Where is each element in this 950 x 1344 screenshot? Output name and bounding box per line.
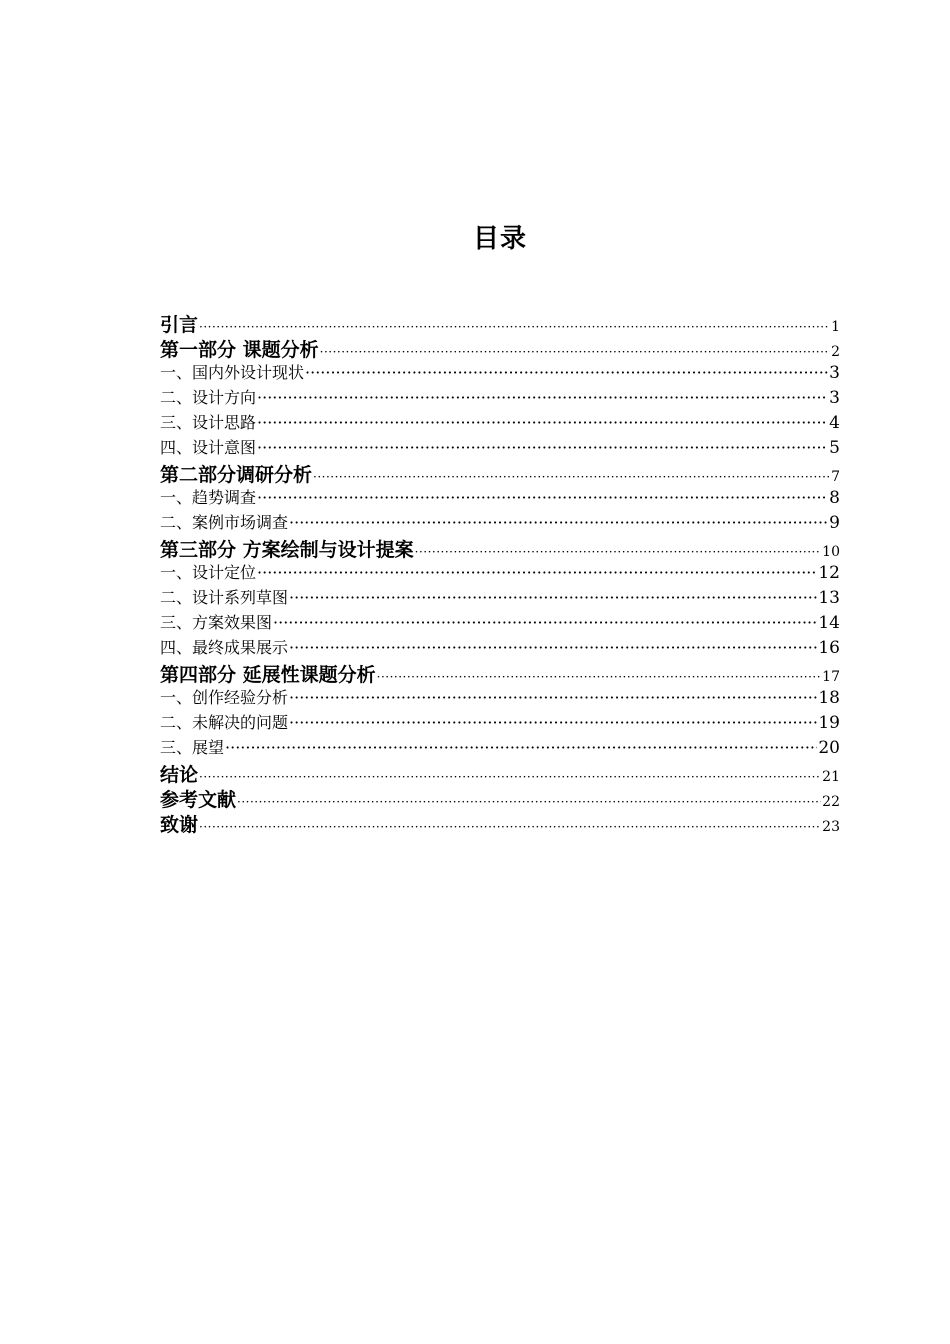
toc-subsection-entry[interactable] bbox=[160, 585, 840, 610]
toc-subsection-entry[interactable] bbox=[160, 360, 840, 385]
toc-leader-dots bbox=[257, 488, 828, 507]
toc-leader-dots bbox=[305, 363, 828, 382]
toc-entry-label: 一、国内外设计现状 bbox=[160, 363, 305, 382]
toc-leader-dots bbox=[237, 795, 821, 809]
toc-leader-dots bbox=[273, 613, 817, 632]
toc-subsection-entry[interactable] bbox=[160, 485, 840, 510]
toc-subsection-entry[interactable] bbox=[160, 560, 840, 585]
toc-entry-label: 第三部分 方案绘制与设计提案 bbox=[160, 539, 414, 560]
page-title: 目录 bbox=[472, 224, 527, 254]
toc-leader-dots bbox=[257, 438, 828, 457]
toc-entry-label: 第二部分调研分析 bbox=[160, 464, 313, 485]
toc-page-number: 21 bbox=[822, 769, 840, 785]
toc-leader-dots bbox=[257, 413, 828, 432]
toc-subsection-entry[interactable] bbox=[160, 435, 840, 460]
toc-entry-label: 参考文献 bbox=[160, 789, 237, 810]
toc-section-entry[interactable] bbox=[160, 785, 840, 810]
toc-section-entry[interactable] bbox=[160, 460, 840, 485]
toc-section-entry[interactable] bbox=[160, 660, 840, 685]
toc-subsection-entry[interactable] bbox=[160, 685, 840, 710]
toc-page-number: 10 bbox=[822, 544, 840, 560]
toc-leader-dots bbox=[289, 688, 817, 707]
toc-subsection-entry[interactable] bbox=[160, 385, 840, 410]
toc-entry-label: 三、展望 bbox=[160, 738, 225, 757]
toc-entry-label: 三、设计思路 bbox=[160, 413, 257, 432]
toc-entry-label: 二、设计系列草图 bbox=[160, 588, 289, 607]
toc-leader-dots bbox=[320, 345, 830, 359]
toc-subsection-entry[interactable] bbox=[160, 610, 840, 635]
toc-page-number: 3 bbox=[829, 363, 840, 383]
toc-section-entry[interactable] bbox=[160, 335, 840, 360]
toc-leader-dots bbox=[289, 513, 828, 532]
toc-page-number: 2 bbox=[831, 344, 840, 360]
toc-entry-label: 致谢 bbox=[160, 814, 199, 835]
toc-entry-label: 一、趋势调查 bbox=[160, 488, 257, 507]
toc-leader-dots bbox=[289, 638, 817, 657]
toc-leader-dots bbox=[199, 770, 821, 784]
toc-page-number: 8 bbox=[829, 488, 840, 508]
toc-entry-label: 一、创作经验分析 bbox=[160, 688, 289, 707]
toc-entry-label: 二、设计方向 bbox=[160, 388, 257, 407]
toc-page-number: 22 bbox=[822, 794, 840, 810]
toc-subsection-entry[interactable] bbox=[160, 735, 840, 760]
toc-entry-label: 结论 bbox=[160, 764, 199, 785]
toc-page-number: 17 bbox=[822, 669, 840, 685]
toc-page-number: 13 bbox=[818, 588, 840, 608]
toc-leader-dots bbox=[199, 320, 830, 334]
toc-entry-label: 二、案例市场调查 bbox=[160, 513, 289, 532]
toc-page-number: 5 bbox=[829, 438, 840, 458]
toc-subsection-entry[interactable] bbox=[160, 710, 840, 735]
toc-subsection-entry[interactable] bbox=[160, 635, 840, 660]
toc-section-entry[interactable] bbox=[160, 760, 840, 785]
toc-entry-label: 三、方案效果图 bbox=[160, 613, 273, 632]
toc-leader-dots bbox=[313, 470, 830, 484]
toc-page-number: 7 bbox=[831, 469, 840, 485]
toc-page-number: 3 bbox=[829, 388, 840, 408]
toc-leader-dots bbox=[257, 563, 817, 582]
table-of-contents bbox=[160, 310, 840, 835]
toc-leader-dots bbox=[225, 738, 817, 757]
toc-page-number: 9 bbox=[829, 513, 840, 533]
toc-page-number: 16 bbox=[818, 638, 840, 658]
toc-page-number: 20 bbox=[818, 738, 840, 758]
toc-subsection-entry[interactable] bbox=[160, 510, 840, 535]
toc-page-number: 1 bbox=[831, 319, 840, 335]
toc-entry-label: 第一部分 课题分析 bbox=[160, 339, 319, 360]
toc-entry-label: 引言 bbox=[160, 314, 199, 335]
toc-subsection-entry[interactable] bbox=[160, 410, 840, 435]
toc-page-number: 12 bbox=[818, 563, 840, 583]
toc-entry-label: 四、设计意图 bbox=[160, 438, 257, 457]
toc-page-number: 23 bbox=[822, 819, 840, 835]
toc-entry-label: 四、最终成果展示 bbox=[160, 638, 289, 657]
toc-page-number: 19 bbox=[818, 713, 840, 733]
toc-leader-dots bbox=[289, 588, 817, 607]
toc-page-number: 14 bbox=[818, 613, 840, 633]
toc-entry-label: 一、设计定位 bbox=[160, 563, 257, 582]
toc-leader-dots bbox=[257, 388, 828, 407]
toc-entry-label: 二、未解决的问题 bbox=[160, 713, 289, 732]
toc-section-entry[interactable] bbox=[160, 810, 840, 835]
toc-leader-dots bbox=[289, 713, 817, 732]
toc-section-entry[interactable] bbox=[160, 310, 840, 335]
toc-page-number: 18 bbox=[818, 688, 840, 708]
toc-leader-dots bbox=[199, 820, 821, 834]
toc-section-entry[interactable] bbox=[160, 535, 840, 560]
toc-leader-dots bbox=[415, 545, 822, 559]
toc-page-number: 4 bbox=[829, 413, 840, 433]
toc-leader-dots bbox=[377, 670, 822, 684]
toc-entry-label: 第四部分 延展性课题分析 bbox=[160, 664, 376, 685]
